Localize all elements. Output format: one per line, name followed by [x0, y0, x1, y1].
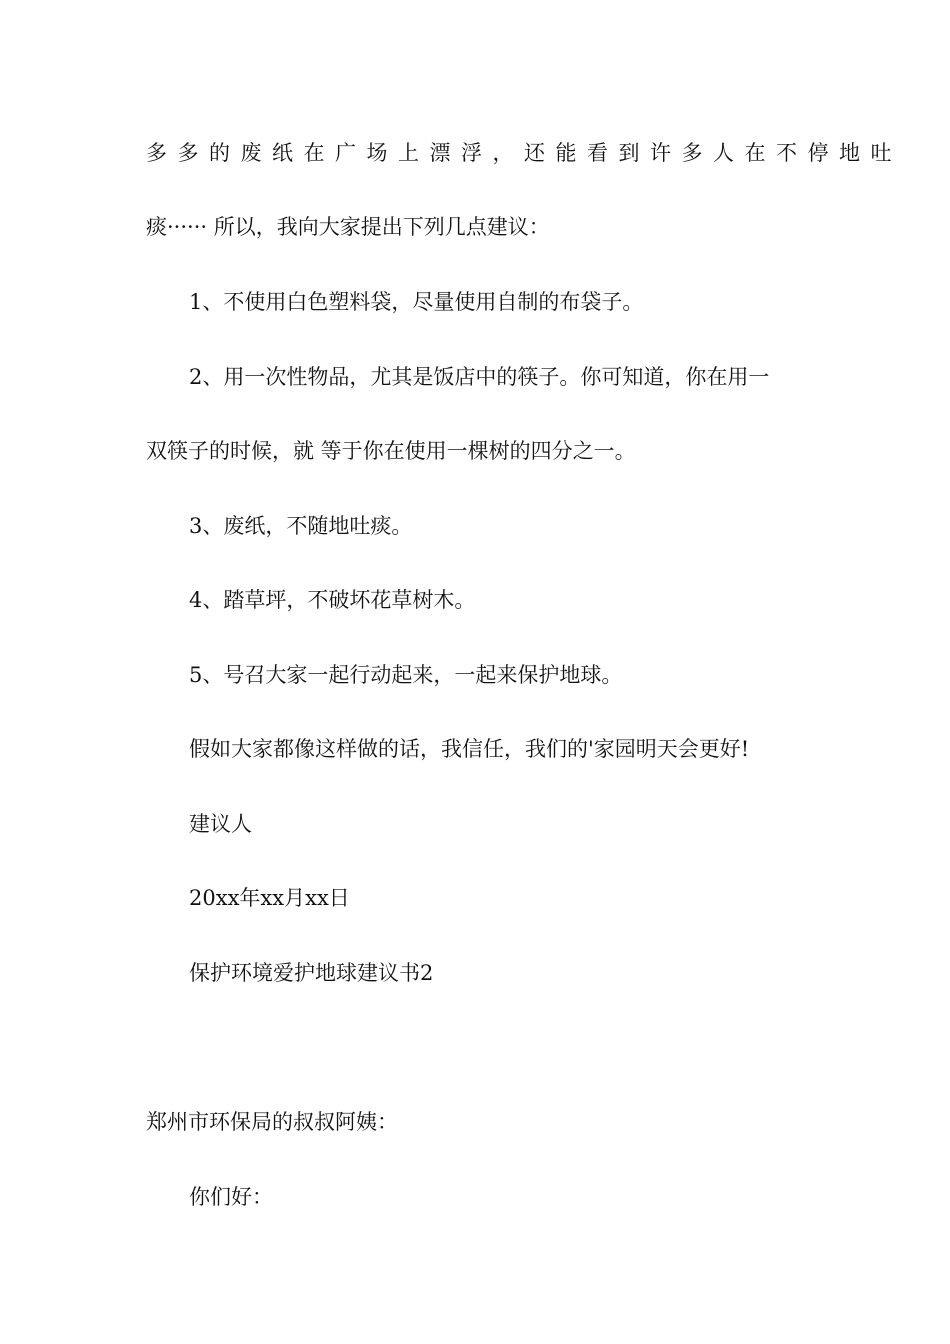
body-text-line: 多多的废纸在广场上漂浮，还能看到许多人在不停地吐: [146, 141, 902, 165]
list-item-4: 4、踏草坪，不破坏花草树木。: [189, 588, 476, 612]
list-item-3: 3、废纸，不随地吐痰。: [189, 514, 413, 538]
closing-paragraph: 假如大家都像这样做的话，我信任，我们的'家园明天会更好!: [189, 737, 750, 761]
list-item-1: 1、不使用白色塑料袋，尽量使用自制的布袋子。: [189, 290, 644, 314]
salutation: 郑州市环保局的叔叔阿姨：: [146, 1110, 398, 1134]
section-title: 保护环境爱护地球建议书2: [189, 961, 434, 985]
list-item-2-continued: 双筷子的时候，就 等于你在使用一棵树的四分之一。: [146, 439, 636, 463]
list-item-5: 5、号召大家一起行动起来，一起来保护地球。: [189, 663, 623, 687]
date-line: 20xx年xx月xx日: [189, 886, 350, 910]
greeting: 你们好：: [189, 1185, 273, 1209]
list-item-2: 2、用一次性物品，尤其是饭店中的筷子。你可知道，你在用一: [189, 365, 770, 389]
body-text-line: 痰······ 所以，我向大家提出下列几点建议：: [146, 215, 550, 239]
signature-label: 建议人: [189, 812, 252, 836]
